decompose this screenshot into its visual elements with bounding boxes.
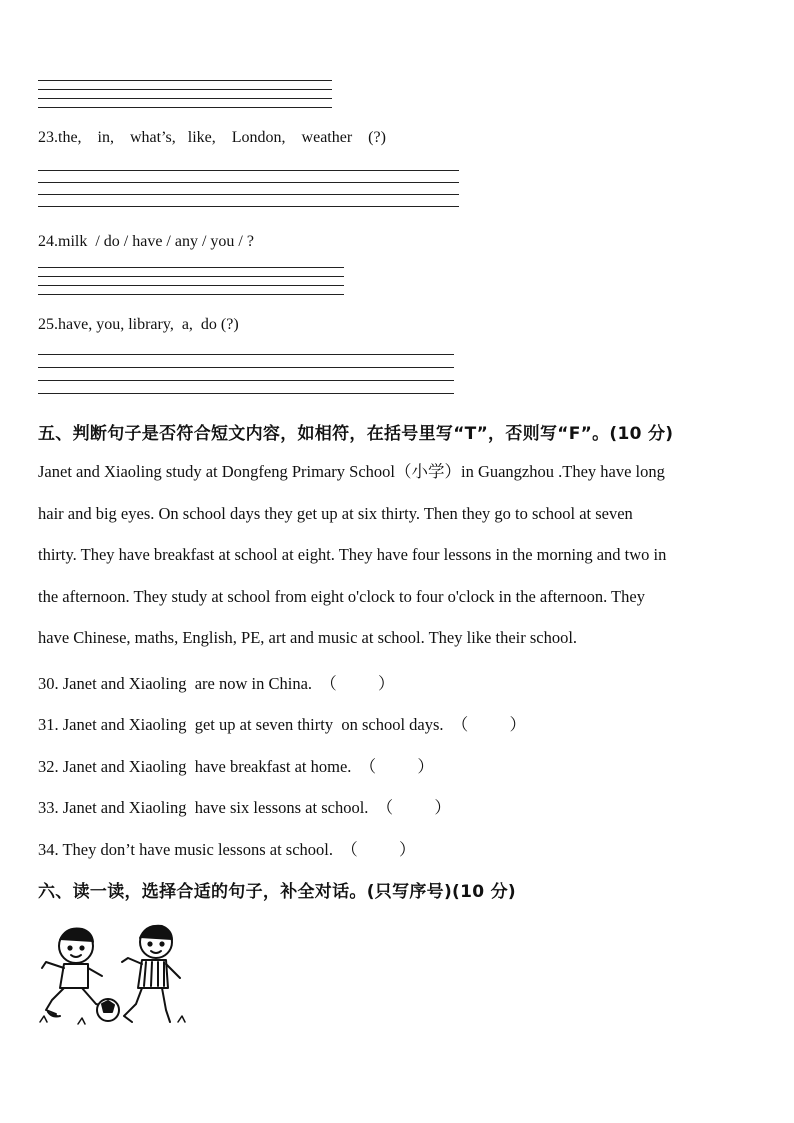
- answer-lines-q25: [38, 354, 454, 402]
- passage-line: hair and big eyes. On school days they get up at six thirty. Then they go to school at seven: [38, 503, 633, 523]
- statement-31: 31. Janet and Xiaoling get up at seven thirty on school days. （ ）: [38, 715, 527, 734]
- section-5-heading: 五、判断句子是否符合短文内容，如相符，在括号里写“T”，否则写“F”。(10 分): [38, 424, 674, 444]
- question-24: 24.milk / do / have / any / you / ?: [38, 233, 254, 250]
- answer-lines-q24: [38, 267, 344, 303]
- passage-line: Janet and Xiaoling study at Dongfeng Primary School（小学）in Guangzhou .They have long: [38, 462, 665, 481]
- statement-32: 32. Janet and Xiaoling have breakfast at home. （ ）: [38, 757, 434, 776]
- passage-line: have Chinese, maths, English, PE, art and music at school. They like their school.: [38, 628, 578, 647]
- answer-lines-q22: [38, 80, 332, 116]
- question-23: 23.the, in, what’s, like, London, weather (?): [38, 129, 386, 146]
- boys-playing-football-illustration: [38, 918, 198, 1028]
- question-25: 25.have, you, library, a, do (?): [38, 316, 239, 333]
- answer-lines-q23: [38, 170, 459, 215]
- section-6-heading: 六、读一读，选择合适的句子，补全对话。(只写序号)(10 分): [38, 882, 516, 902]
- passage-line: thirty. They have breakfast at school at eight. They have four lessons in the morning and two in: [38, 545, 667, 564]
- football-illustration-svg: [38, 918, 198, 1028]
- passage-line: the afternoon. They study at school from eight o'clock to four o'clock in the afternoon. They: [38, 586, 645, 606]
- statement-30: 30. Janet and Xiaoling are now in China. （ ）: [38, 674, 395, 693]
- statement-33: 33. Janet and Xiaoling have six lessons at school. （ ）: [38, 798, 451, 817]
- statement-34: 34. They don’t have music lessons at school. （ ）: [38, 840, 416, 859]
- reading-passage: [38, 451, 758, 659]
